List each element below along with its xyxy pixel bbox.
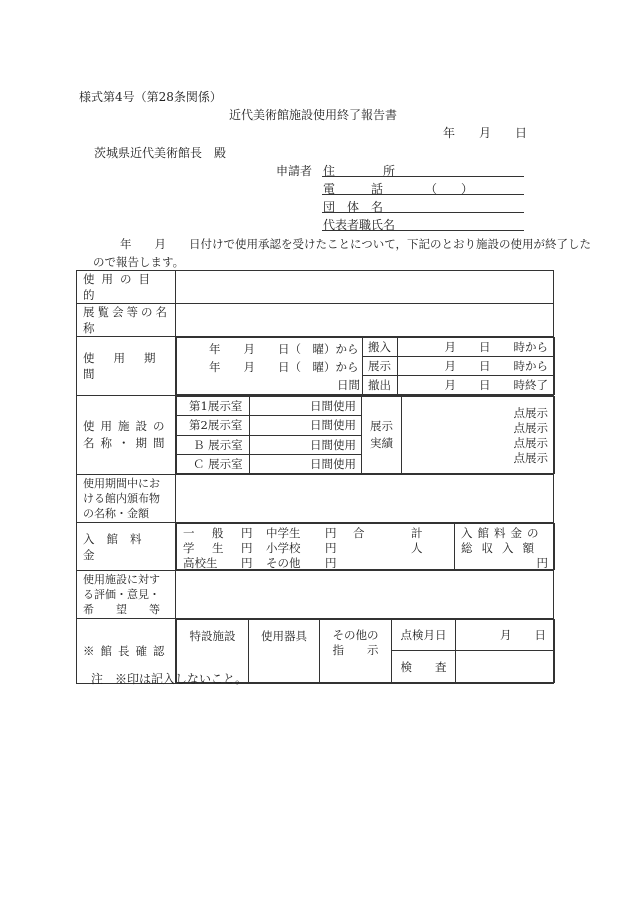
distributed-label-line2: ける館内頒布物: [83, 492, 160, 505]
purpose-label: 使用の目的: [77, 271, 176, 304]
fee-junior: 中学生: [266, 526, 301, 540]
facility-label-line2: 名称・期間: [83, 436, 171, 450]
fee-student-yen: 円: [241, 541, 253, 555]
room-name-1: 第2展示室: [177, 416, 250, 435]
evaluation-row: [77, 571, 554, 619]
period-end: 年 月 日（ 曜）から: [209, 360, 359, 374]
representative-underline: [322, 230, 524, 231]
schedule-label-0: 搬入: [363, 338, 398, 357]
fee-total-label-a: 合: [353, 526, 365, 540]
fee-total-persons: 人: [411, 541, 423, 555]
fee-highschool-yen: 円: [241, 556, 253, 570]
fee-elementary: 小学校: [266, 541, 301, 555]
facility-row: [77, 396, 554, 475]
period-label: 使用期間: [77, 337, 176, 396]
schedule-value-2[interactable]: 月 日 時終了: [398, 376, 555, 395]
room-name-3: Ｃ 展示室: [177, 454, 250, 473]
other-instructions-cell[interactable]: [320, 620, 392, 683]
exhibition-input[interactable]: [176, 304, 554, 337]
period-days: 日間: [337, 378, 360, 392]
fee-other: その他: [266, 556, 301, 570]
inspection-value[interactable]: [456, 651, 555, 683]
results-label: [362, 397, 402, 474]
room-usage-2[interactable]: 日間使用: [250, 435, 362, 454]
results-unit-3: 点展示: [513, 451, 548, 465]
distributed-label-line1: 使用期間中にお: [83, 477, 160, 490]
exhibition-row: [77, 304, 554, 337]
schedule-label-1: 展示: [363, 357, 398, 376]
fee-other-yen: 円: [325, 556, 337, 570]
room-usage-3[interactable]: 日間使用: [250, 454, 362, 473]
fee-general-yen: 円: [241, 526, 253, 540]
document-title: 近代美術館施設使用終了報告書: [229, 108, 398, 122]
admission-row: [77, 523, 554, 571]
facility-label-line1: 使用施設の: [83, 419, 171, 433]
admission-label: 入館料金: [77, 523, 176, 571]
period-start: 年 月 日（ 曜）から: [209, 342, 359, 356]
period-dates-cell[interactable]: [177, 338, 363, 395]
schedule-value-0[interactable]: 月 日 時から: [398, 338, 555, 357]
distributed-input[interactable]: [176, 475, 554, 523]
total-fee-label-1: 入館料金の: [461, 526, 544, 540]
distributed-row: [77, 475, 554, 523]
other-instructions-line1: その他の: [332, 628, 379, 642]
special-facility-label: 特設施設: [189, 629, 236, 643]
date-field: 年 月 日: [443, 126, 528, 140]
exhibition-label: 展覧会等の名称: [77, 304, 176, 337]
schedule-label-2: 撤出: [363, 376, 398, 395]
fee-total-label-b: 計: [411, 526, 423, 540]
form-number: 様式第4号（第28条関係）: [79, 90, 222, 104]
room-usage-0[interactable]: 日間使用: [250, 397, 362, 416]
footnote: 注 ※印は記入しないこと。: [91, 672, 248, 686]
results-unit-2: 点展示: [513, 436, 548, 450]
phone-underline: [322, 194, 524, 195]
fee-breakdown-cell[interactable]: [177, 524, 455, 570]
fee-junior-yen: 円: [325, 526, 337, 540]
evaluation-label-line3: 希 望 等: [83, 603, 160, 616]
body-text-line2: ので報告します。: [93, 255, 185, 269]
room-usage-1[interactable]: 日間使用: [250, 416, 362, 435]
period-row: [77, 337, 554, 396]
results-unit-0: 点展示: [513, 406, 548, 420]
director-label: ※館長確認: [77, 619, 176, 684]
other-instructions-line2: 指 示: [332, 643, 379, 657]
applicant-label: 申請者: [276, 164, 313, 178]
facility-label: [77, 396, 176, 475]
evaluation-label-line1: 使用施設に対す: [83, 573, 160, 586]
purpose-input[interactable]: [176, 271, 554, 304]
room-name-0: 第1展示室: [177, 397, 250, 416]
addressee: 茨城県近代美術館長 殿: [94, 146, 227, 160]
distributed-label: [77, 475, 176, 523]
representative-label: 代表者職氏名: [323, 218, 396, 232]
evaluation-input[interactable]: [176, 571, 554, 619]
fee-highschool: 高校生: [183, 556, 218, 570]
phone-label: 電 話: [323, 182, 384, 196]
inspection-date-label: 点検月日: [392, 620, 456, 651]
fee-general: 一 般: [183, 526, 227, 540]
report-table: [76, 270, 554, 684]
purpose-row: [77, 271, 554, 304]
group-label: 団 体 名: [323, 200, 384, 214]
results-unit-1: 点展示: [513, 421, 548, 435]
inspection-label: 検 査: [392, 651, 456, 683]
results-cell[interactable]: [402, 397, 555, 474]
room-name-2: Ｂ 展示室: [177, 435, 250, 454]
fee-student: 学 生: [183, 541, 227, 555]
group-underline: [322, 212, 524, 213]
results-label-line2: 実績: [370, 436, 393, 450]
body-text-line1: 年 月 日付けで使用承認を受けたことについて，下記のとおり施設の使用が終了した: [120, 237, 592, 251]
equipment-label: 使用器具: [261, 629, 307, 643]
evaluation-label: [77, 571, 176, 619]
total-fee-label-2: 総収入額: [461, 541, 543, 555]
address-label: 住 所: [323, 164, 396, 178]
distributed-label-line3: の名称・金額: [83, 507, 149, 520]
phone-paren: （ ）: [425, 182, 474, 196]
total-fee-cell[interactable]: [455, 524, 555, 570]
fee-elementary-yen: 円: [325, 541, 337, 555]
results-label-line1: 展示: [370, 419, 393, 433]
evaluation-label-line2: る評価・意見・: [83, 588, 160, 601]
schedule-value-1[interactable]: 月 日 時から: [398, 357, 555, 376]
total-fee-unit: 円: [536, 556, 548, 570]
inspection-date-value[interactable]: 月 日: [456, 620, 555, 651]
equipment-cell[interactable]: [249, 620, 320, 683]
address-underline: [322, 176, 524, 177]
